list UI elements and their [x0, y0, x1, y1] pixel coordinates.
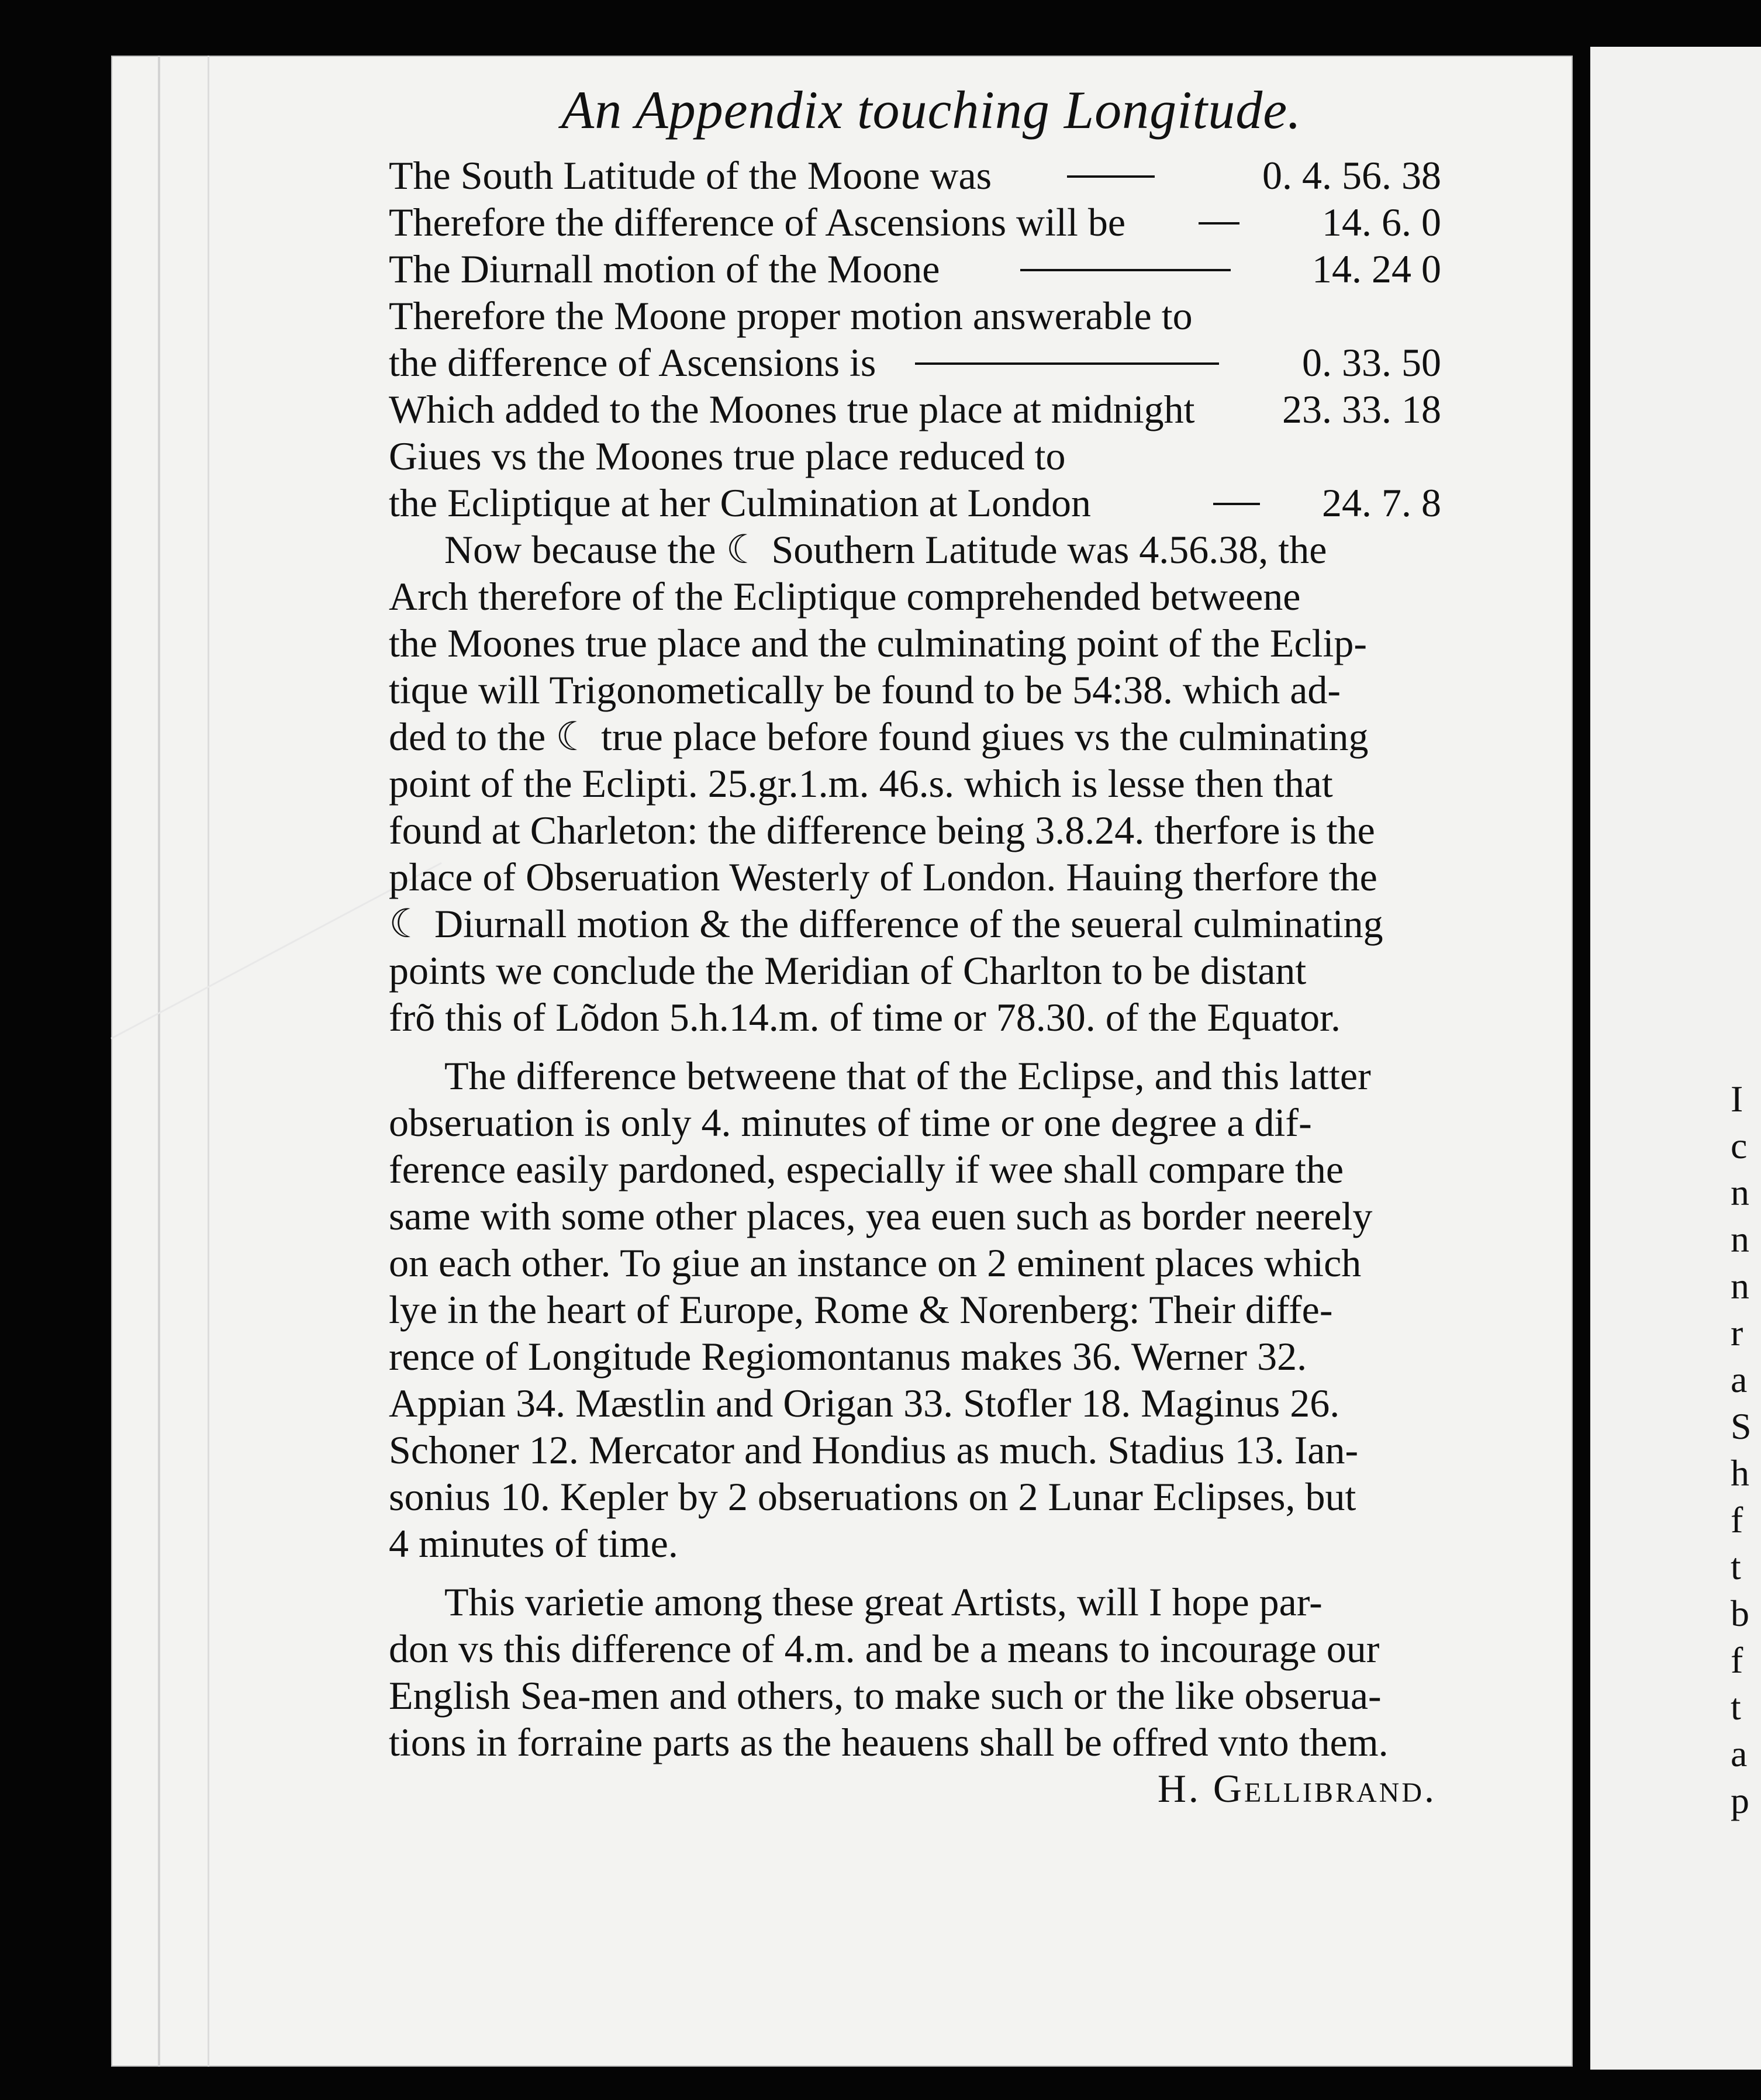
leader-dash	[1213, 503, 1260, 505]
gutter-line	[158, 56, 160, 2067]
right-page-letter: t	[1731, 1546, 1741, 1587]
paragraph-1: Now because the ☾ Southern Latitude was 4.56.38, the Arch therefore of the Ecliptique comprehended betweene the Moones true place and the culminating point of the Eclip- tique will Trigonometically be found to be 54:38. which ad- ded to the ☾ true place before found giues vs the culminating point of the Eclipti. 25.gr.1.m. 46.s. which is lesse then that found at Charleton: the difference being 3.8.24. therfore is the place of Obseruation Westerly of London. Hauing therfore the ☾ Diurnall motion & the difference of the seueral culminating points we conclude the Meridian of Charlton to be distant frõ this of Lõdon 5.h.14.m. of time or 78.30. of the Equator.	[389, 527, 1383, 1039]
gutter-line-inner	[208, 56, 209, 2067]
right-page-letter: r	[1731, 1312, 1743, 1353]
table-row: Which added to the Moones true place at midnight 23. 33. 18	[389, 387, 1441, 431]
paragraph-2: The difference betweene that of the Eclipse, and this latter obseruation is only 4. minutes of time or one degree a dif- ference easily pardoned, especially if wee shall compare the same with some other places, yea euen such as border neerely on each other. To giue an instance on 2 eminent places which lye in the heart of Europe, Rome & Norenberg: Their diffe- rence of Longitude Regiomontanus makes 36. Werner 32. Appian 34. Mæstlin and Origan 33. Stofler 18. Maginus 26. Schoner 12. Mercator and Hondius as much. Stadius 13. Ian- sonius 10. Kepler by 2 obseruations on 2 Lunar Eclipses, but 4 minutes of time.	[389, 1054, 1373, 1566]
table-row: the difference of Ascensions is 0. 33. 50	[389, 340, 1441, 385]
running-header: An Appendix touching Longitude.	[561, 80, 1302, 140]
right-page-letter: n	[1731, 1218, 1749, 1260]
right-page-letter: n	[1731, 1172, 1749, 1213]
right-page-letter: a	[1731, 1733, 1748, 1774]
right-page-letter: p	[1731, 1780, 1749, 1821]
right-page-letter: t	[1731, 1686, 1741, 1728]
right-page-letter: I	[1731, 1078, 1743, 1120]
leader-dash	[1199, 222, 1239, 224]
right-page-letter: c	[1731, 1125, 1748, 1166]
signature: H. Gellibrand.	[1157, 1766, 1437, 1811]
paragraph-3: This varietie among these great Artists, will I hope par- don vs this difference of 4.m. and be a means to incourage our English Sea-men and others, to make such or the like obserua- tions in forraine parts as the heauens shall be offred vnto them.	[389, 1580, 1389, 1764]
right-page-letter: f	[1731, 1639, 1743, 1681]
right-page-letter: n	[1731, 1265, 1749, 1307]
leader-dash	[915, 362, 1219, 365]
leader-dash	[1067, 175, 1155, 178]
right-page	[1590, 47, 1761, 2070]
table-row: the Ecliptique at her Culmination at London 24. 7. 8	[389, 481, 1441, 525]
leader-dash	[1020, 269, 1231, 271]
table-row: The Diurnall motion of the Moone 14. 24 0	[389, 247, 1441, 291]
right-page-letter: b	[1731, 1593, 1749, 1634]
right-page-letter: a	[1731, 1359, 1748, 1400]
table-row: Therefore the difference of Ascensions will be 14. 6. 0	[389, 200, 1441, 244]
right-page-letter: f	[1731, 1499, 1743, 1541]
table-row: Giues vs the Moones true place reduced to	[389, 434, 1066, 478]
table-row: Therefore the Moone proper motion answerable to	[389, 293, 1193, 338]
right-page-letter: S	[1731, 1405, 1752, 1447]
right-page-letter: h	[1731, 1452, 1749, 1494]
table-row: The South Latitude of the Moone was 0. 4. 56. 38	[389, 153, 1441, 198]
right-page-letters	[1731, 1076, 1752, 1824]
